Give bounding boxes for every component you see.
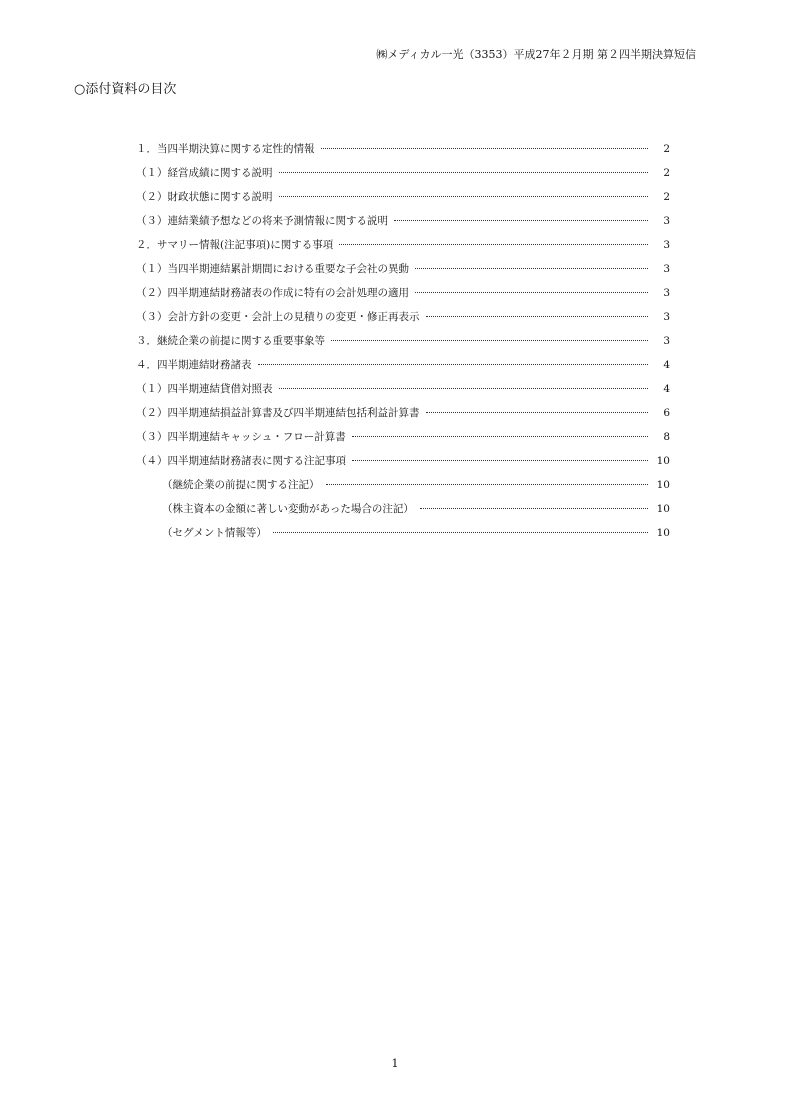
toc-entry-page: 4 (663, 359, 670, 371)
toc-entry (136, 189, 670, 213)
toc-entry-page: 3 (663, 215, 670, 227)
toc-dot-leader (258, 364, 649, 365)
toc-entry-page: 2 (663, 167, 670, 179)
toc-entry (136, 405, 670, 429)
toc-entry (136, 333, 670, 357)
toc-entry-page: 3 (663, 287, 670, 299)
toc-dot-leader (352, 460, 648, 461)
toc-dot-leader (415, 292, 648, 293)
toc-entry (136, 237, 670, 261)
toc-entry-label: （継続企業の前提に関する注記） (162, 479, 320, 491)
document-header: ㈱メディカル一光（3353）平成27年２月期 第２四半期決算短信 (376, 48, 696, 61)
toc-title: ○添付資料の目次 (74, 82, 177, 97)
toc-entry-page: 2 (663, 191, 670, 203)
toc-entry-label: ４．四半期連結財務諸表 (136, 359, 252, 371)
toc-entry (136, 477, 670, 501)
toc-entry (136, 165, 670, 189)
toc-dot-leader (420, 508, 648, 509)
toc-entry (136, 525, 670, 549)
toc-entry-label: （２）財政状態に関する説明 (136, 191, 273, 203)
toc-entry (136, 261, 670, 285)
toc-entry (136, 141, 670, 165)
toc-entry-label: （セグメント情報等） (162, 527, 267, 539)
toc-entry-label: （１）経営成績に関する説明 (136, 167, 273, 179)
toc-dot-leader (279, 196, 649, 197)
toc-dot-leader (279, 388, 649, 389)
toc-entry-label: （１）当四半期連結累計期間における重要な子会社の異動 (136, 263, 409, 275)
toc-dot-leader (394, 220, 648, 221)
toc-dot-leader (339, 244, 648, 245)
toc-dot-leader (352, 436, 648, 437)
toc-entry-page: 10 (656, 455, 670, 467)
toc-entry (136, 213, 670, 237)
toc-entry-label: （３）会計方針の変更・会計上の見積りの変更・修正再表示 (136, 311, 420, 323)
toc-entry (136, 357, 670, 381)
toc-dot-leader (273, 532, 648, 533)
toc-entry-page: 10 (656, 503, 670, 515)
table-of-contents (136, 141, 670, 549)
toc-entry-label: （１）四半期連結貸借対照表 (136, 383, 273, 395)
toc-entry (136, 285, 670, 309)
toc-entry-page: 6 (663, 407, 670, 419)
toc-entry (136, 381, 670, 405)
toc-dot-leader (279, 172, 649, 173)
toc-dot-leader (326, 484, 649, 485)
toc-dot-leader (415, 268, 648, 269)
toc-entry-page: 2 (663, 143, 670, 155)
toc-entry (136, 453, 670, 477)
toc-dot-leader (426, 316, 649, 317)
toc-entry-label: （株主資本の金額に著しい変動があった場合の注記） (162, 503, 414, 515)
toc-entry-page: 8 (663, 431, 670, 443)
toc-entry-page: 3 (663, 311, 670, 323)
toc-entry-page: 10 (656, 527, 670, 539)
toc-entry-label: （２）四半期連結財務諸表の作成に特有の会計処理の適用 (136, 287, 409, 299)
toc-dot-leader (321, 148, 649, 149)
toc-entry (136, 429, 670, 453)
toc-entry-page: 3 (663, 239, 670, 251)
toc-entry-label: （３）四半期連結キャッシュ・フロー計算書 (136, 431, 346, 443)
page-number: 1 (391, 1057, 399, 1070)
toc-entry (136, 501, 670, 525)
toc-entry (136, 309, 670, 333)
toc-entry-label: （４）四半期連結財務諸表に関する注記事項 (136, 455, 346, 467)
toc-entry-page: 3 (663, 263, 670, 275)
toc-entry-label: （３）連結業績予想などの将来予測情報に関する説明 (136, 215, 388, 227)
toc-entry-page: 3 (663, 335, 670, 347)
toc-dot-leader (426, 412, 649, 413)
toc-entry-page: 4 (663, 383, 670, 395)
toc-entry-label: １．当四半期決算に関する定性的情報 (136, 143, 315, 155)
toc-entry-label: ３．継続企業の前提に関する重要事象等 (136, 335, 325, 347)
toc-entry-label: （２）四半期連結損益計算書及び四半期連結包括利益計算書 (136, 407, 420, 419)
toc-entry-label: ２．サマリー情報(注記事項)に関する事項 (136, 239, 334, 251)
toc-dot-leader (331, 340, 648, 341)
toc-entry-page: 10 (656, 479, 670, 491)
